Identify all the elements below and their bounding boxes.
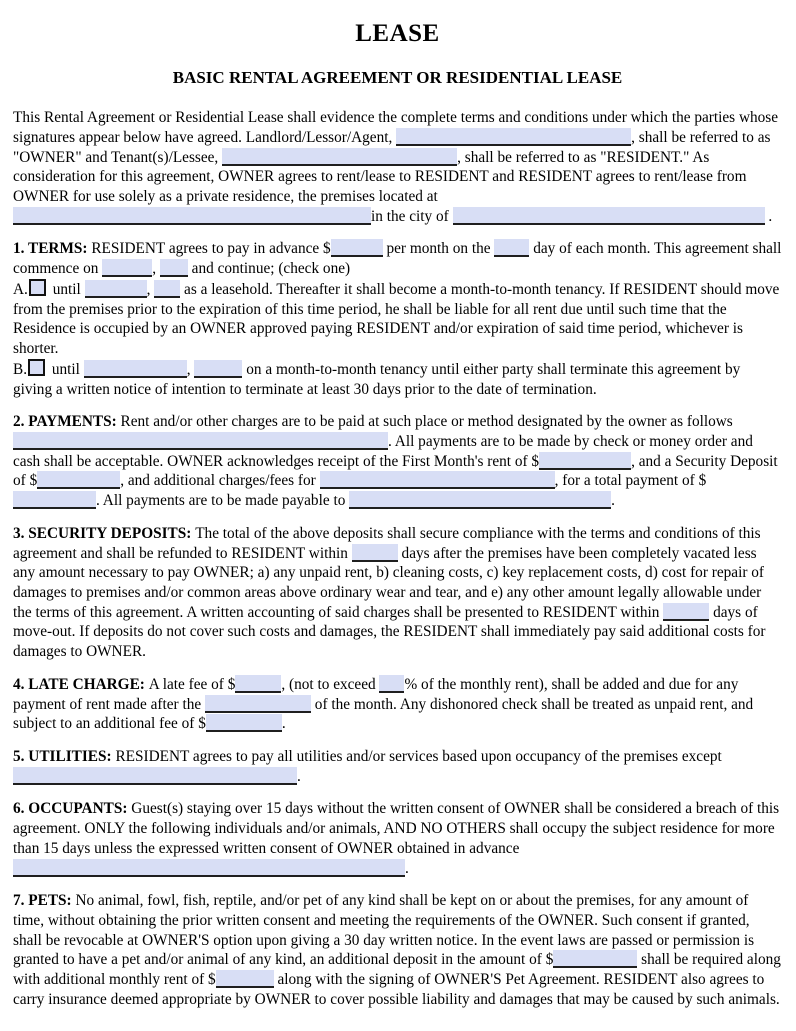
terms-heading: 1. TERMS:	[13, 240, 92, 258]
lease-end-date-blank[interactable]	[85, 280, 147, 298]
text-run: days of move-out. If deposits do not cover such costs and damages, the RESIDENT shall immediately pay said additional costs for damages to OWNER.	[13, 603, 766, 661]
payment-method-blank[interactable]	[13, 432, 388, 450]
text-run: ,	[152, 260, 160, 278]
text-run: .	[764, 207, 773, 225]
commence-date-blank[interactable]	[102, 259, 152, 277]
text-run: ,	[186, 360, 195, 378]
text-run: RESIDENT agrees to pay all utilities and/or services based upon occupancy of the premises except	[115, 748, 722, 766]
text-run: per month on the	[382, 240, 495, 258]
month-to-month-year-blank[interactable]	[194, 360, 242, 378]
text-run: on a month-to-month tenancy until either party shall terminate this agreement by giving a written notice of intention to terminate at least 30 days prior to the date of termination.	[13, 360, 741, 398]
late-charge-heading: 4. LATE CHARGE:	[13, 675, 149, 693]
text-run: until	[48, 360, 84, 378]
landlord-name-blank[interactable]	[396, 128, 631, 146]
text-run: , shall be referred to as "OWNER" and Tenant(s)/Lessee,	[13, 128, 771, 166]
text-run: , and additional charges/fees for	[120, 472, 320, 490]
pet-deposit-blank[interactable]	[553, 950, 637, 968]
utilities-except-blank[interactable]	[13, 767, 297, 785]
dishonored-check-fee-blank[interactable]	[206, 714, 282, 732]
text-run: Rent and/or other charges are to be paid at such place or method designated by the owner as follows	[120, 413, 733, 431]
text-run: in the city of	[371, 207, 453, 225]
text-run: , (not to exceed	[281, 675, 380, 693]
text-run: . All payments are to be made payable to	[96, 492, 350, 510]
late-after-day-blank[interactable]	[205, 695, 311, 713]
utilities-heading: 5. UTILITIES:	[13, 748, 116, 766]
section-pets	[13, 891, 782, 1009]
tenant-name-blank[interactable]	[222, 148, 457, 166]
premises-address-blank[interactable]	[13, 207, 371, 225]
intro-paragraph	[13, 108, 782, 226]
security-deposits-heading: 3. SECURITY DEPOSITS:	[13, 524, 196, 542]
lease-end-year-blank[interactable]	[154, 280, 180, 298]
text-run: Guest(s) staying over 15 days without the written consent of OWNER shall be considered a breach of this agreement. ONLY the following individuals and/or animals, AND NO OTHERS shall occupy the subject residence for more than 15 days unless the expressed written consent of OWNER obtained in advance	[13, 800, 780, 857]
commence-year-blank[interactable]	[160, 259, 188, 277]
refund-days-blank[interactable]	[352, 544, 398, 562]
option-a-checkbox[interactable]	[29, 279, 46, 296]
rent-amount-blank[interactable]	[331, 239, 383, 257]
text-run: as a leasehold. Thereafter it shall become a month-to-month tenancy. If RESIDENT should move from the premises prior to the expiration of this time period, he shall be liable for all rent due until such time that the Residence is occupied by an OWNER approved paying RESIDENT and/or expiration of said time period, whichever is shorter.	[13, 280, 780, 358]
text-run: , and a Security Deposit of $	[13, 452, 778, 490]
rent-due-day-blank[interactable]	[494, 239, 529, 257]
section-occupants	[13, 799, 782, 878]
text-run: days after the premises have been completely vacated less any amount necessary to pay OWNER; a) any unpaid rent, b) cleaning costs, c) key replacement costs, d) cost for repair of damages to premises and/or common areas above ordinary wear and tear, and e) any other amount legally allowable under the terms of this agreement. A written accounting of said charges shall be presented to RESIDENT within	[13, 544, 764, 621]
accounting-days-blank[interactable]	[663, 603, 709, 621]
payable-to-blank[interactable]	[349, 491, 611, 509]
first-month-rent-blank[interactable]	[539, 452, 631, 470]
payments-heading: 2. PAYMENTS:	[13, 413, 121, 431]
text-run: shall be required along with additional monthly rent of $	[13, 951, 781, 989]
text-run: RESIDENT agrees to pay in advance $	[91, 240, 331, 258]
text-run: A late fee of $	[148, 675, 236, 693]
text-run: No animal, fowl, fish, reptile, and/or pet of any kind shall be kept on or about the premises, for any amount of time, without obtaining the prior written consent and meeting the requirements of the OWNER. Such consent if granted, shall be revocable at OWNER'S option upon giving a 30 day written notice. In the event laws are passed or permission is granted to have a pet and/or animal of any kind, an additional deposit in the amount of $	[13, 892, 755, 969]
occupants-list-blank[interactable]	[13, 859, 405, 877]
section-security-deposits	[13, 524, 782, 662]
option-b-checkbox[interactable]	[28, 359, 45, 376]
text-run: .	[281, 715, 286, 733]
text-run: , for a total payment of $	[554, 472, 707, 490]
document-title: LEASE	[355, 20, 440, 47]
text-run: A.	[13, 280, 28, 298]
pets-heading: 7. PETS:	[13, 892, 76, 910]
document-subtitle: BASIC RENTAL AGREEMENT OR RESIDENTIAL LEASE	[172, 68, 623, 88]
text-run: . All payments are to be made by check or money order and cash shall be acceptable. OWNER acknowledges receipt of the First Month's rent of $	[13, 432, 753, 470]
text-run: The total of the above deposits shall secure compliance with the terms and conditions of this agreement and shall be refunded to RESIDENT within	[13, 524, 761, 562]
text-run: until	[48, 280, 85, 298]
text-run: .	[405, 859, 409, 877]
text-run: .	[297, 767, 301, 785]
total-payment-blank[interactable]	[13, 491, 96, 509]
text-run: % of the monthly rent), shall be added and due for any payment of rent made after the	[13, 675, 739, 713]
section-late-charge	[13, 675, 782, 734]
month-to-month-date-blank[interactable]	[84, 360, 187, 378]
occupants-heading: 6. OCCUPANTS:	[13, 800, 132, 818]
text-run: day of each month. This agreement shall commence on	[13, 240, 782, 278]
section-terms	[13, 239, 782, 399]
text-run: .	[611, 492, 615, 510]
late-percent-blank[interactable]	[379, 675, 404, 693]
text-run: and continue; (check one)	[187, 260, 351, 278]
text-run: , shall be referred to as "RESIDENT." As consideration for this agreement, OWNER agrees to rent/lease to RESIDENT and RESIDENT agrees to rent/lease from OWNER for use solely as a private residence, the premises located at	[13, 148, 747, 206]
city-blank[interactable]	[453, 207, 765, 225]
pet-monthly-rent-blank[interactable]	[216, 970, 274, 988]
security-deposit-blank[interactable]	[37, 471, 120, 489]
text-run: along with the signing of OWNER'S Pet Agreement. RESIDENT also agrees to carry insurance deemed appropriate by OWNER to cover possible liability and damages that may be caused by such animals.	[13, 971, 780, 1008]
section-utilities	[13, 747, 782, 786]
additional-fees-desc-blank[interactable]	[320, 471, 555, 489]
section-payments	[13, 412, 782, 511]
late-fee-blank[interactable]	[235, 675, 281, 693]
text-run: B.	[13, 360, 28, 378]
text-run: of the month. Any dishonored check shall be treated as unpaid rent, and subject to an additional fee of $	[13, 695, 754, 733]
text-run: ,	[146, 280, 155, 298]
text-run: This Rental Agreement or Residential Lease shall evidence the complete terms and conditions under which the parties whose signatures appear below have agreed. Landlord/Lessor/Agent,	[13, 109, 779, 146]
